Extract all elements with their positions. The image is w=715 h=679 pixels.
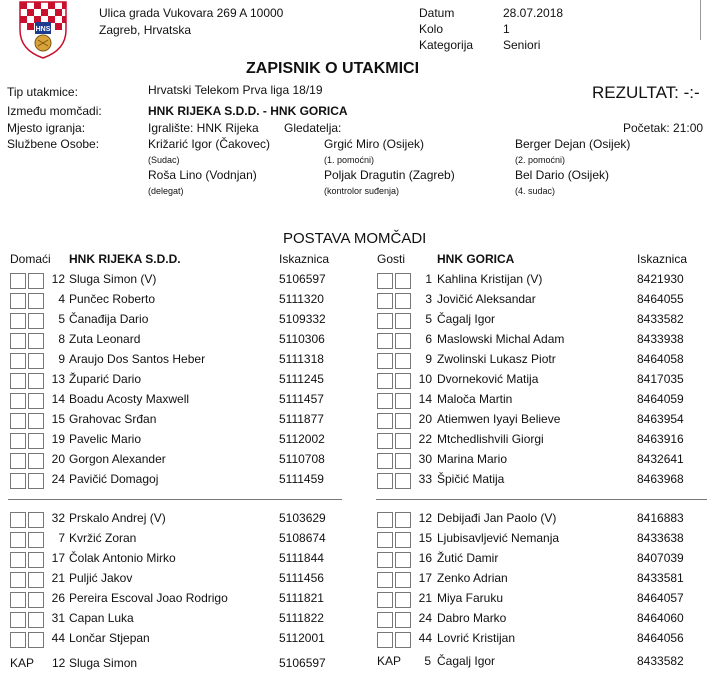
home-player-id: 5111318 xyxy=(279,352,324,366)
home-player-number: 21 xyxy=(51,571,65,585)
away-player-id: 8464055 xyxy=(637,292,684,306)
home-player-number: 24 xyxy=(51,472,65,486)
away-player-number: 22 xyxy=(418,432,432,446)
away-subs-checkbox-1[interactable] xyxy=(377,532,393,548)
official-role: (2. pomoćni) xyxy=(515,155,566,165)
away-player-number: 16 xyxy=(418,551,432,565)
away-player-number: 12 xyxy=(418,511,432,525)
away-player-number: 20 xyxy=(418,412,432,426)
away-subs-checkbox-1[interactable] xyxy=(377,632,393,648)
home-player-name: Pereira Escoval Joao Rodrigo xyxy=(69,591,228,605)
home-id-header: Iskaznica xyxy=(279,252,330,266)
away-player-id: 8463916 xyxy=(637,432,684,446)
away-player-number: 24 xyxy=(418,611,432,625)
round-value: 1 xyxy=(503,22,510,36)
away-player-name: Jovičić Aleksandar xyxy=(437,292,536,306)
home-player-id: 5112002 xyxy=(279,432,325,446)
home-subs-checkbox-2[interactable] xyxy=(28,512,44,528)
away-player-name: Miya Faruku xyxy=(437,591,504,605)
away-player-id: 8433582 xyxy=(637,312,684,326)
svg-text:HNS: HNS xyxy=(35,26,51,33)
away-subs-checkbox-1[interactable] xyxy=(377,592,393,608)
home-player-name: Araujo Dos Santos Heber xyxy=(69,352,206,366)
home-player-id: 5112001 xyxy=(279,631,325,645)
home-subs-checkbox-2[interactable] xyxy=(28,592,44,608)
teams-label: Između momčadi: xyxy=(7,104,102,118)
home-captain-number: 12 xyxy=(52,656,66,670)
venue-label: Mjesto igranja: xyxy=(7,121,86,135)
away-starters-checkbox-1[interactable] xyxy=(377,473,393,489)
away-player-id: 8463954 xyxy=(637,412,684,426)
away-starters-checkbox-2[interactable] xyxy=(395,273,411,289)
home-player-name: Kvržić Zoran xyxy=(69,531,137,545)
home-player-number: 19 xyxy=(51,432,65,446)
home-player-name: Pavelic Mario xyxy=(69,432,142,446)
official-name: Roša Lino (Vodnjan) xyxy=(148,168,257,182)
home-player-name: Sluga Simon (V) xyxy=(69,272,157,286)
home-subs-checkbox-2[interactable] xyxy=(28,612,44,628)
away-player-number: 6 xyxy=(425,332,432,346)
home-starters-checkbox-2[interactable] xyxy=(28,393,44,409)
home-subs-checkbox-1[interactable] xyxy=(10,572,26,588)
away-captain-id: 8433582 xyxy=(637,654,684,668)
away-side-label: Gosti xyxy=(377,252,406,266)
home-player-id: 5110306 xyxy=(279,332,325,346)
away-player-name: Lovrić Kristijan xyxy=(437,631,516,645)
home-player-id: 5106597 xyxy=(279,272,326,286)
spectators-label: Gledatelja: xyxy=(284,121,342,135)
start-time: Početak: 21:00 xyxy=(623,121,704,135)
date-label: Datum xyxy=(419,6,455,20)
home-player-name: Boadu Acosty Maxwell xyxy=(69,392,190,406)
away-player-number: 1 xyxy=(425,272,432,286)
away-subs-checkbox-2[interactable] xyxy=(395,572,411,588)
away-player-id: 8464060 xyxy=(637,611,684,625)
home-player-name: Zuta Leonard xyxy=(69,332,141,346)
home-starters-checkbox-2[interactable] xyxy=(28,373,44,389)
home-player-id: 5111245 xyxy=(279,372,324,386)
home-starters-checkbox-1[interactable] xyxy=(10,353,26,369)
home-player-name: Pavičić Domagoj xyxy=(69,472,159,486)
away-player-number: 21 xyxy=(418,591,432,605)
home-player-number: 26 xyxy=(51,591,65,605)
home-player-id: 5111877 xyxy=(279,412,324,426)
home-starters-checkbox-1[interactable] xyxy=(10,293,26,309)
home-starters-checkbox-1[interactable] xyxy=(10,413,26,429)
home-player-number: 12 xyxy=(51,272,65,286)
document-title: ZAPISNIK O UTAKMICI xyxy=(246,60,420,77)
home-starters-checkbox-1[interactable] xyxy=(10,273,26,289)
home-player-number: 20 xyxy=(51,452,65,466)
home-player-name: Župarić Dario xyxy=(69,372,142,386)
away-starters-checkbox-2[interactable] xyxy=(395,313,411,329)
away-subs-checkbox-2[interactable] xyxy=(395,532,411,548)
home-player-id: 5111844 xyxy=(279,551,324,565)
official-role: (1. pomoćni) xyxy=(324,155,375,165)
away-player-name: Zenko Adrian xyxy=(437,571,508,585)
home-player-name: Capan Luka xyxy=(69,611,134,625)
home-captain-name: Sluga Simon xyxy=(69,656,138,670)
home-player-id: 5111459 xyxy=(279,472,324,486)
away-player-name: Čagalj Igor xyxy=(437,312,496,326)
away-player-id: 8464056 xyxy=(637,631,684,645)
away-starters-checkbox-1[interactable] xyxy=(377,453,393,469)
away-player-number: 15 xyxy=(418,531,432,545)
home-player-number: 7 xyxy=(58,531,65,545)
home-captain-label: KAP xyxy=(10,656,35,670)
federation-crest-logo xyxy=(16,0,70,60)
home-player-name: Prskalo Andrej (V) xyxy=(69,511,166,525)
home-subs-checkbox-2[interactable] xyxy=(28,572,44,588)
away-starters-checkbox-1[interactable] xyxy=(377,373,393,389)
away-player-number: 10 xyxy=(418,372,432,386)
away-player-id: 8433581 xyxy=(637,571,684,585)
away-starters-checkbox-2[interactable] xyxy=(395,473,411,489)
away-subs-checkbox-1[interactable] xyxy=(377,512,393,528)
away-starters-checkbox-1[interactable] xyxy=(377,293,393,309)
home-starters-checkbox-2[interactable] xyxy=(28,353,44,369)
address-line-1: Ulica grada Vukovara 269 A 10000 xyxy=(99,6,284,20)
home-player-id: 5111457 xyxy=(279,392,324,406)
away-starters-checkbox-2[interactable] xyxy=(395,373,411,389)
away-starters-checkbox-1[interactable] xyxy=(377,413,393,429)
teams-value: HNK RIJEKA S.D.D. - HNK GORICA xyxy=(148,104,348,118)
away-team-name: HNK GORICA xyxy=(437,252,515,266)
official-name: Berger Dejan (Osijek) xyxy=(515,137,631,151)
home-starters-checkbox-2[interactable] xyxy=(28,473,44,489)
official-name: Poljak Dragutin (Zagreb) xyxy=(324,168,455,182)
home-team-name: HNK RIJEKA S.D.D. xyxy=(69,252,181,266)
away-starters-checkbox-1[interactable] xyxy=(377,313,393,329)
away-player-number: 17 xyxy=(418,571,432,585)
away-player-name: Mtchedlishvili Giorgi xyxy=(437,432,544,446)
away-player-name: Zwolinski Lukasz Piotr xyxy=(437,352,556,366)
away-starters-checkbox-1[interactable] xyxy=(377,433,393,449)
home-player-number: 5 xyxy=(58,312,65,326)
home-player-name: Lončar Stjepan xyxy=(69,631,150,645)
home-starters-checkbox-1[interactable] xyxy=(10,333,26,349)
home-subs-checkbox-1[interactable] xyxy=(10,612,26,628)
away-starters-checkbox-1[interactable] xyxy=(377,333,393,349)
home-player-name: Čolak Antonio Mirko xyxy=(69,551,176,565)
home-player-id: 5108674 xyxy=(279,531,326,545)
home-subs-checkbox-2[interactable] xyxy=(28,532,44,548)
home-side-label: Domaći xyxy=(10,252,51,266)
home-starters-checkbox-2[interactable] xyxy=(28,313,44,329)
match-type-value: Hrvatski Telekom Prva liga 18/19 xyxy=(148,83,323,97)
away-subs-checkbox-1[interactable] xyxy=(377,612,393,628)
home-subs-checkbox-2[interactable] xyxy=(28,552,44,568)
date-value: 28.07.2018 xyxy=(503,6,564,20)
away-player-id: 8433938 xyxy=(637,332,684,346)
away-player-name: Debijađi Jan Paolo (V) xyxy=(437,511,557,525)
home-player-number: 8 xyxy=(58,332,65,346)
category-label: Kategorija xyxy=(419,38,474,52)
result: REZULTAT: -:- xyxy=(592,83,700,102)
home-player-id: 5111456 xyxy=(279,571,324,585)
home-subs-checkbox-1[interactable] xyxy=(10,552,26,568)
away-player-name: Dvorneković Matija xyxy=(437,372,539,386)
away-subs-checkbox-2[interactable] xyxy=(395,632,411,648)
home-player-name: Čanađija Dario xyxy=(69,312,149,326)
away-player-number: 9 xyxy=(425,352,432,366)
away-subs-checkbox-2[interactable] xyxy=(395,512,411,528)
home-starters-checkbox-1[interactable] xyxy=(10,453,26,469)
home-player-id: 5109332 xyxy=(279,312,326,326)
away-player-id: 8421930 xyxy=(637,272,684,286)
home-subs-checkbox-1[interactable] xyxy=(10,532,26,548)
address-line-2: Zagreb, Hrvatska xyxy=(99,23,192,37)
home-player-number: 4 xyxy=(58,292,65,306)
away-player-name: Dabro Marko xyxy=(437,611,507,625)
away-player-id: 8464058 xyxy=(637,352,684,366)
home-starters-checkbox-1[interactable] xyxy=(10,473,26,489)
home-player-id: 5111821 xyxy=(279,591,324,605)
official-role: (4. sudac) xyxy=(515,186,556,196)
home-captain-id: 5106597 xyxy=(279,656,326,670)
home-starters-checkbox-1[interactable] xyxy=(10,433,26,449)
home-subs-checkbox-1[interactable] xyxy=(10,592,26,608)
away-starters-checkbox-2[interactable] xyxy=(395,453,411,469)
away-player-name: Marina Mario xyxy=(437,452,508,466)
away-subs-checkbox-2[interactable] xyxy=(395,592,411,608)
match-type-label: Tip utakmice: xyxy=(7,85,78,99)
away-player-id: 8432641 xyxy=(637,452,684,466)
home-player-name: Grahovac Srđan xyxy=(69,412,157,426)
away-player-name: Ljubisavljević Nemanja xyxy=(437,531,560,545)
category-value: Seniori xyxy=(503,38,541,52)
official-name: Križarić Igor (Čakovec) xyxy=(148,137,271,151)
away-starters-checkbox-1[interactable] xyxy=(377,273,393,289)
home-player-id: 5110708 xyxy=(279,452,325,466)
away-player-number: 33 xyxy=(418,472,432,486)
away-player-name: Atiemwen Iyayi Believe xyxy=(437,412,561,426)
away-subs-checkbox-1[interactable] xyxy=(377,552,393,568)
home-player-number: 17 xyxy=(51,551,65,565)
home-subs-checkbox-1[interactable] xyxy=(10,512,26,528)
away-starters-checkbox-2[interactable] xyxy=(395,393,411,409)
away-starters-checkbox-2[interactable] xyxy=(395,293,411,309)
away-player-name: Špičić Matija xyxy=(437,472,505,486)
home-starters-checkbox-1[interactable] xyxy=(10,373,26,389)
home-subs-checkbox-2[interactable] xyxy=(28,632,44,648)
home-starters-checkbox-2[interactable] xyxy=(28,453,44,469)
away-id-header: Iskaznica xyxy=(637,252,688,266)
away-starters-checkbox-1[interactable] xyxy=(377,353,393,369)
home-player-name: Puljić Jakov xyxy=(69,571,133,585)
away-subs-checkbox-1[interactable] xyxy=(377,572,393,588)
away-player-id: 8463968 xyxy=(637,472,684,486)
home-starters-checkbox-2[interactable] xyxy=(28,433,44,449)
away-player-id: 8464059 xyxy=(637,392,684,406)
home-player-id: 5103629 xyxy=(279,511,326,525)
home-player-number: 32 xyxy=(51,511,65,525)
home-player-number: 15 xyxy=(51,412,65,426)
home-player-name: Punčec Roberto xyxy=(69,292,156,306)
official-name: Grgić Miro (Osijek) xyxy=(324,137,425,151)
away-player-id: 8416883 xyxy=(637,511,684,525)
home-player-number: 31 xyxy=(51,611,65,625)
home-player-name: Gorgon Alexander xyxy=(69,452,166,466)
away-player-id: 8417035 xyxy=(637,372,684,386)
home-player-number: 44 xyxy=(51,631,65,645)
away-player-number: 44 xyxy=(418,631,432,645)
away-starters-checkbox-2[interactable] xyxy=(395,433,411,449)
away-player-number: 14 xyxy=(418,392,432,406)
home-subs-checkbox-1[interactable] xyxy=(10,632,26,648)
right-edge-line xyxy=(700,0,701,40)
away-starters-checkbox-1[interactable] xyxy=(377,393,393,409)
away-divider xyxy=(376,499,707,500)
home-player-number: 9 xyxy=(58,352,65,366)
home-player-number: 14 xyxy=(51,392,65,406)
away-starters-checkbox-2[interactable] xyxy=(395,353,411,369)
away-player-number: 30 xyxy=(418,452,432,466)
official-role: (kontrolor suđenja) xyxy=(324,186,400,196)
away-player-name: Kahlina Kristijan (V) xyxy=(437,272,543,286)
home-starters-checkbox-2[interactable] xyxy=(28,273,44,289)
away-captain-name: Čagalj Igor xyxy=(437,654,496,668)
home-player-number: 13 xyxy=(51,372,65,386)
away-starters-checkbox-2[interactable] xyxy=(395,413,411,429)
home-starters-checkbox-2[interactable] xyxy=(28,413,44,429)
home-starters-checkbox-1[interactable] xyxy=(10,393,26,409)
home-starters-checkbox-1[interactable] xyxy=(10,313,26,329)
official-name: Bel Dario (Osijek) xyxy=(515,168,610,182)
away-player-name: Maloča Martin xyxy=(437,392,513,406)
home-divider xyxy=(8,499,342,500)
round-label: Kolo xyxy=(419,22,444,36)
away-player-id: 8464057 xyxy=(637,591,684,605)
home-starters-checkbox-2[interactable] xyxy=(28,333,44,349)
away-player-id: 8407039 xyxy=(637,551,684,565)
away-player-name: Žutić Damir xyxy=(437,551,499,565)
away-player-number: 3 xyxy=(425,292,432,306)
away-player-id: 8433638 xyxy=(637,531,684,545)
away-captain-number: 5 xyxy=(424,654,431,668)
away-captain-label: KAP xyxy=(377,654,402,668)
away-player-name: Maslowski Michal Adam xyxy=(437,332,565,346)
venue-value: Igralište: HNK Rijeka xyxy=(148,121,259,135)
away-subs-checkbox-2[interactable] xyxy=(395,612,411,628)
away-player-number: 5 xyxy=(425,312,432,326)
home-starters-checkbox-2[interactable] xyxy=(28,293,44,309)
home-player-id: 5111320 xyxy=(279,292,324,306)
official-role: (delegat) xyxy=(148,186,184,196)
away-subs-checkbox-2[interactable] xyxy=(395,552,411,568)
officials-label: Službene Osobe: xyxy=(7,137,100,151)
lineup-title: POSTAVA MOMČADI xyxy=(283,230,427,247)
away-starters-checkbox-2[interactable] xyxy=(395,333,411,349)
official-role: (Sudac) xyxy=(148,155,180,165)
home-player-id: 5111822 xyxy=(279,611,324,625)
